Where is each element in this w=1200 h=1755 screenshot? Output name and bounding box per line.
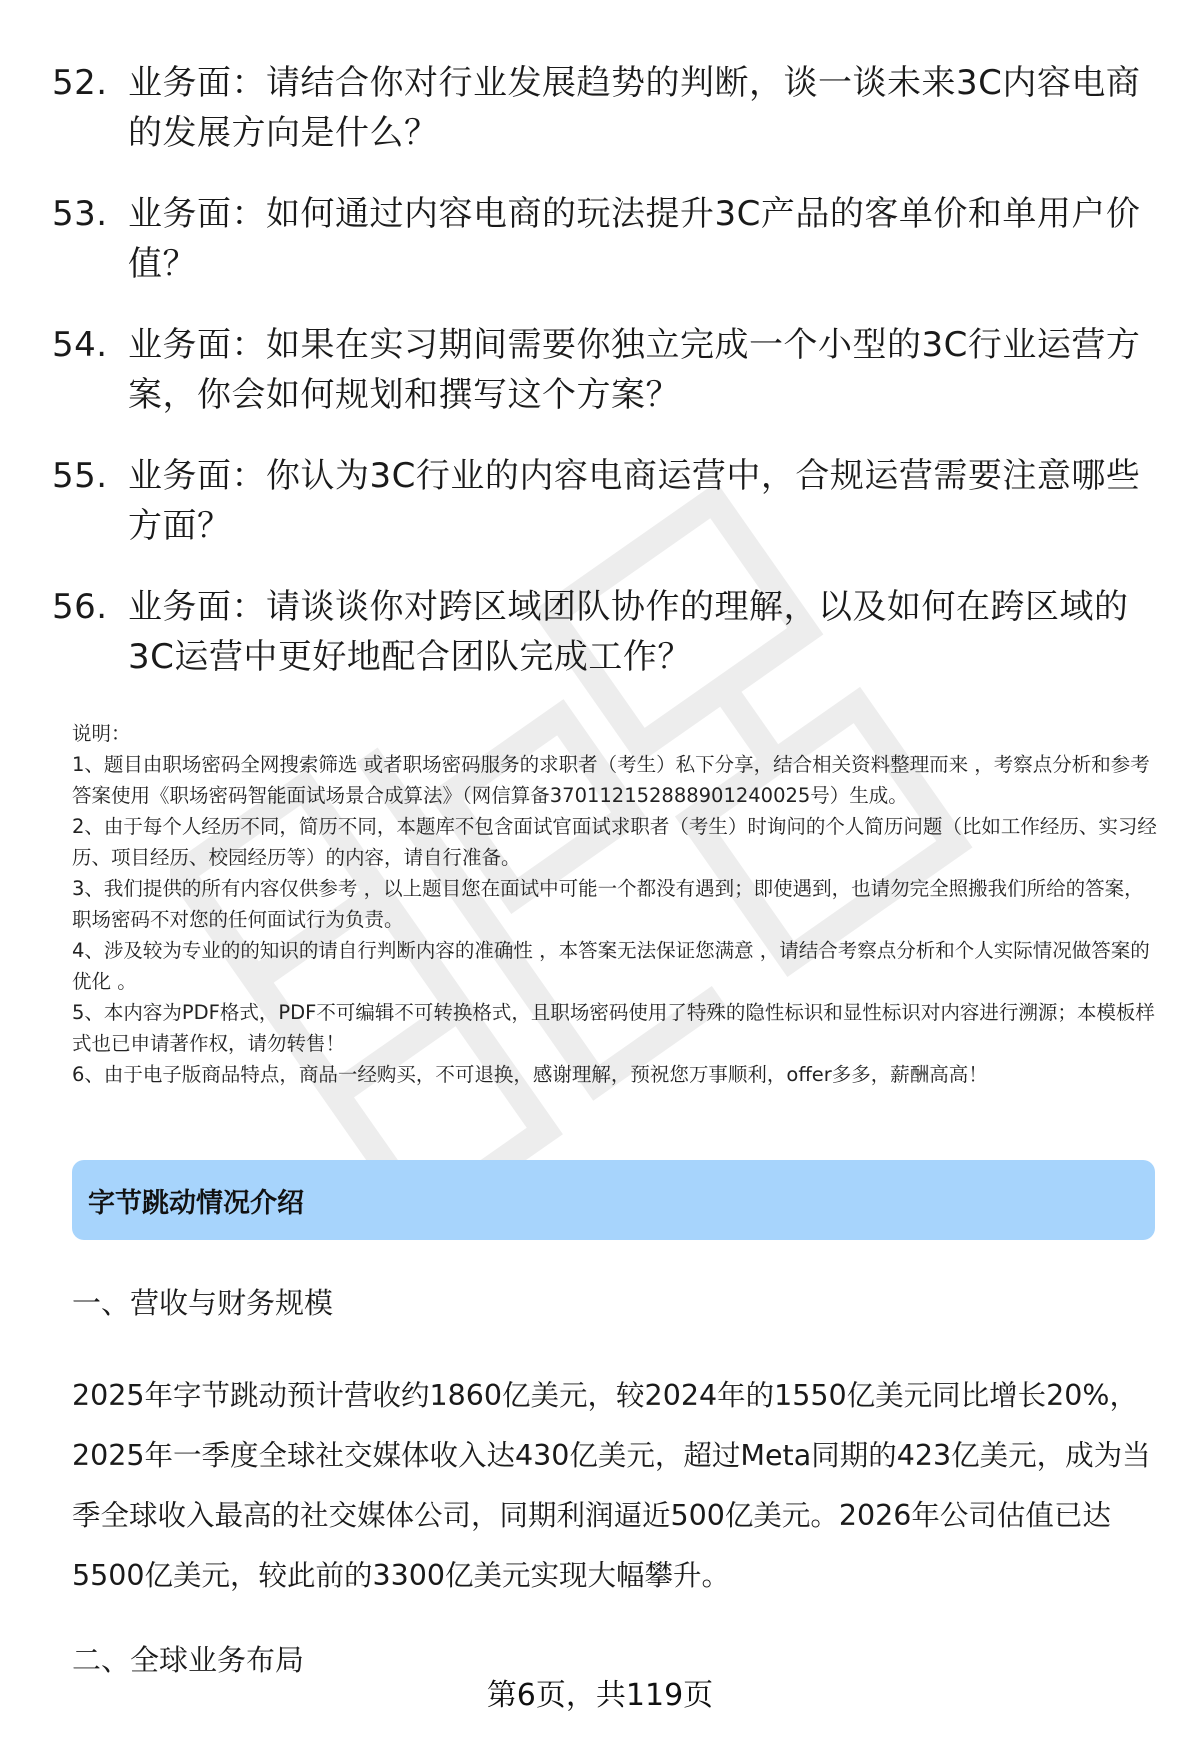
question-text: 业务面：请结合你对行业发展趋势的判断，谈一谈未来3C内容电商的发展方向是什么？ bbox=[128, 63, 1141, 153]
question-text: 业务面：如何通过内容电商的玩法提升3C产品的客单价和单用户价值？ bbox=[128, 194, 1141, 284]
disclaimer-notes bbox=[72, 718, 1162, 1090]
question-item bbox=[52, 320, 1162, 420]
page-number: 第6页，共119页 bbox=[486, 1678, 714, 1713]
subsection-heading-global: 二、全球业务布局 bbox=[72, 1643, 305, 1677]
question-item bbox=[52, 189, 1162, 289]
revenue-paragraph: 2025年字节跳动预计营收约1860亿美元，较2024年的1550亿美元同比增长20%，2025年一季度全球社交媒体收入达430亿美元，超过Meta同期的423亿美元，成为当季全球收入最高的社交媒体公司，同期利润逼近500亿美元。2026年公司估值已达5500亿美元，较此前的3300亿美元实现大幅攀升。 bbox=[72, 1379, 1151, 1592]
note-item: 3、我们提供的所有内容仅供参考 ，以上题目您在面试中可能一个都没有遇到；即使遇到，也请勿完全照搬我们所给的答案，职场密码不对您的任何面试行为负责。 bbox=[72, 877, 1144, 931]
question-list bbox=[52, 58, 1162, 713]
question-number: 56. bbox=[52, 587, 108, 627]
note-item: 4、涉及较为专业的的知识的请自行判断内容的准确性 ，本答案无法保证您满意 ，请结合考察点分析和个人实际情况做答案的优化 。 bbox=[72, 939, 1150, 993]
question-item bbox=[52, 58, 1162, 158]
note-item: 2、由于每个人经历不同，简历不同，本题库不包含面试官面试求职者（考生）时询问的个人简历问题（比如工作经历、实习经历、项目经历、校园经历等）的内容，请自行准备。 bbox=[72, 815, 1157, 869]
question-item bbox=[52, 451, 1162, 551]
question-text: 业务面：你认为3C行业的内容电商运营中，合规运营需要注意哪些方面？ bbox=[128, 456, 1141, 546]
question-text: 业务面：请谈谈你对跨区域团队协作的理解，以及如何在跨区域的3C运营中更好地配合团队完成工作？ bbox=[128, 587, 1129, 677]
question-number: 54. bbox=[52, 325, 108, 365]
section-title-banner bbox=[72, 1160, 1155, 1240]
question-text: 业务面：如果在实习期间需要你独立完成一个小型的3C行业运营方案，你会如何规划和撰写这个方案？ bbox=[128, 325, 1141, 415]
note-item: 6、由于电子版商品特点，商品一经购买，不可退换，感谢理解，预祝您万事顺利，offer多多，薪酬高高！ bbox=[72, 1063, 988, 1086]
question-number: 55. bbox=[52, 456, 108, 496]
note-item: 1、题目由职场密码全网搜索筛选 或者职场密码服务的求职者（考生）私下分享，结合相关资料整理而来 ，考察点分析和参考答案使用《职场密码智能面试场景合成算法》（网信算备370112152888901240025号）生成。 bbox=[72, 753, 1150, 807]
question-number: 53. bbox=[52, 194, 108, 234]
notes-heading: 说明： bbox=[72, 722, 131, 745]
subsection-heading-revenue: 一、营收与财务规模 bbox=[72, 1286, 334, 1320]
question-item bbox=[52, 582, 1162, 682]
section-title: 字节跳动情况介绍 bbox=[88, 1187, 304, 1219]
note-item: 5、本内容为PDF格式，PDF不可编辑不可转换格式，且职场密码使用了特殊的隐性标识和显性标识对内容进行溯源；本模板样式也已申请著作权，请勿转售！ bbox=[72, 1001, 1155, 1055]
question-number: 52. bbox=[52, 63, 108, 103]
